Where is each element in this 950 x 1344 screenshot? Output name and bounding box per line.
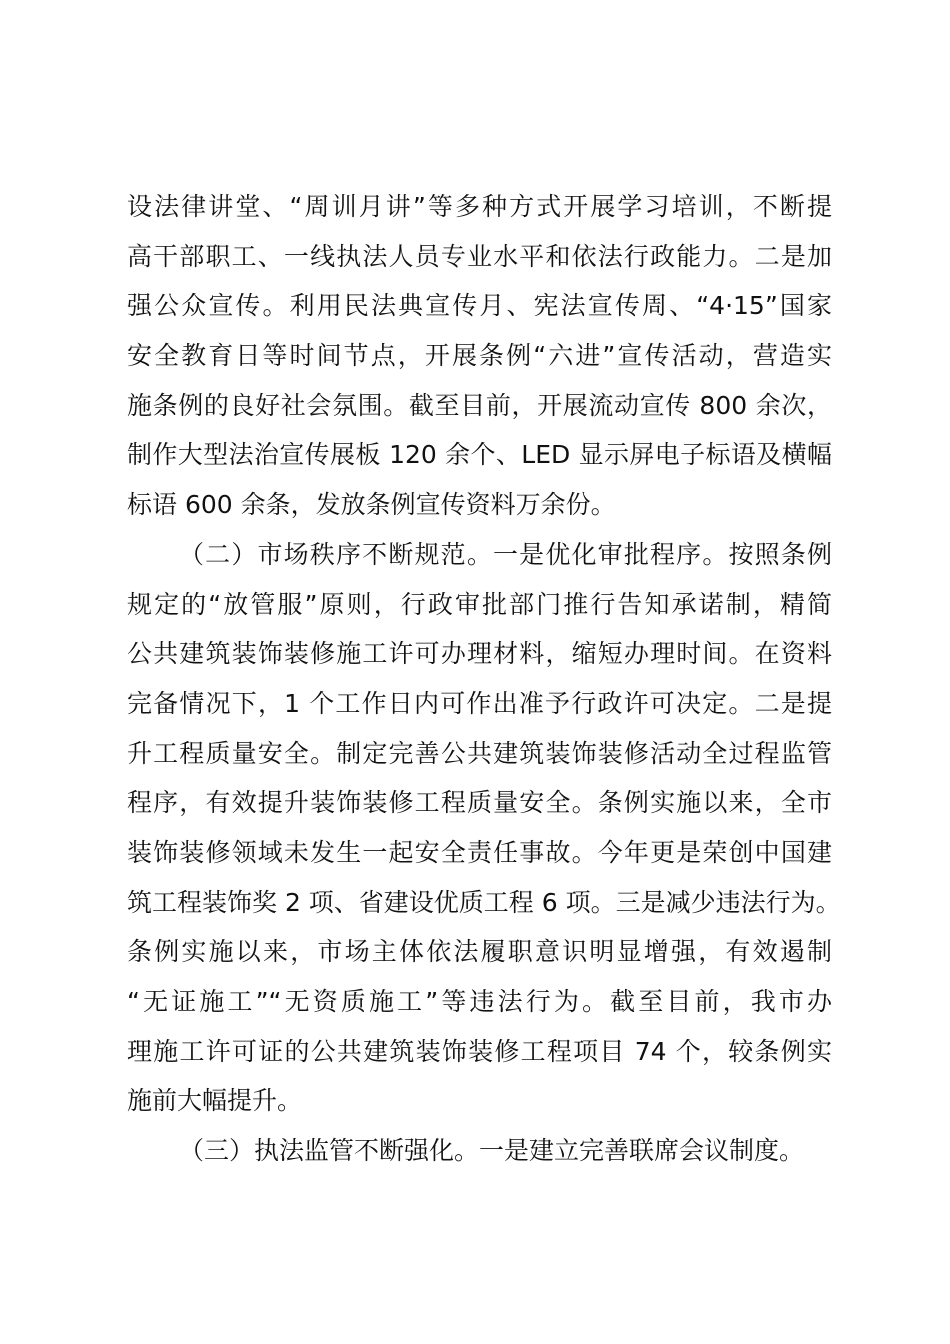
text-line: 设法律讲堂、“周训月讲”等多种方式开展学习培训，不断提 (127, 192, 832, 221)
section-heading-line: （三）执法监管不断强化。一是建立完善联席会议制度。 (179, 1136, 805, 1166)
text-line: 规定的“放管服”原则，行政审批部门推行告知承诺制，精简 (127, 589, 832, 619)
text-line: “无证施工”“无资质施工”等违法行为。截至目前，我市办 (127, 987, 832, 1016)
text-line: 标语 600 余条，发放条例宣传资料万余份。 (127, 490, 616, 520)
text-line: 强公众宣传。利用民法典宣传月、宪法宣传周、“4·15”国家 (127, 291, 832, 321)
text-line: 公共建筑装饰装修施工许可办理材料，缩短办理时间。在资料 (127, 639, 832, 669)
text-line: 完备情况下，1 个工作日内可作出准予行政许可决定。二是提 (127, 688, 832, 718)
section-heading-line: （二）市场秩序不断规范。一是优化审批程序。按照条例 (179, 539, 832, 569)
text-line: 高干部职工、一线执法人员专业水平和依法行政能力。二是加 (127, 241, 832, 271)
text-line: 施条例的良好社会氛围。截至目前，开展流动宣传 800 余次， (127, 390, 832, 420)
text-line: 理施工许可证的公共建筑装饰装修工程项目 74 个，较条例实 (127, 1036, 832, 1066)
text-line: 升工程质量安全。制定完善公共建筑装饰装修活动全过程监管 (127, 738, 832, 768)
body-text (127, 182, 847, 1176)
text-line: 安全教育日等时间节点，开展条例“六进”宣传活动，营造实 (127, 341, 832, 371)
text-line: 装饰装修领域未发生一起安全责任事故。今年更是荣创中国建 (127, 837, 832, 867)
text-line: 施前大幅提升。 (127, 1086, 303, 1116)
text-line: 制作大型法治宣传展板 120 余个、LED 显示屏电子标语及横幅 (127, 440, 832, 470)
text-line: 条例实施以来，市场主体依法履职意识明显增强，有效遏制 (127, 937, 832, 967)
text-line: 筑工程装饰奖 2 项、省建设优质工程 6 项。三是减少违法行为。 (127, 887, 841, 917)
text-line: 程序，有效提升装饰装修工程质量安全。条例实施以来，全市 (127, 788, 832, 818)
